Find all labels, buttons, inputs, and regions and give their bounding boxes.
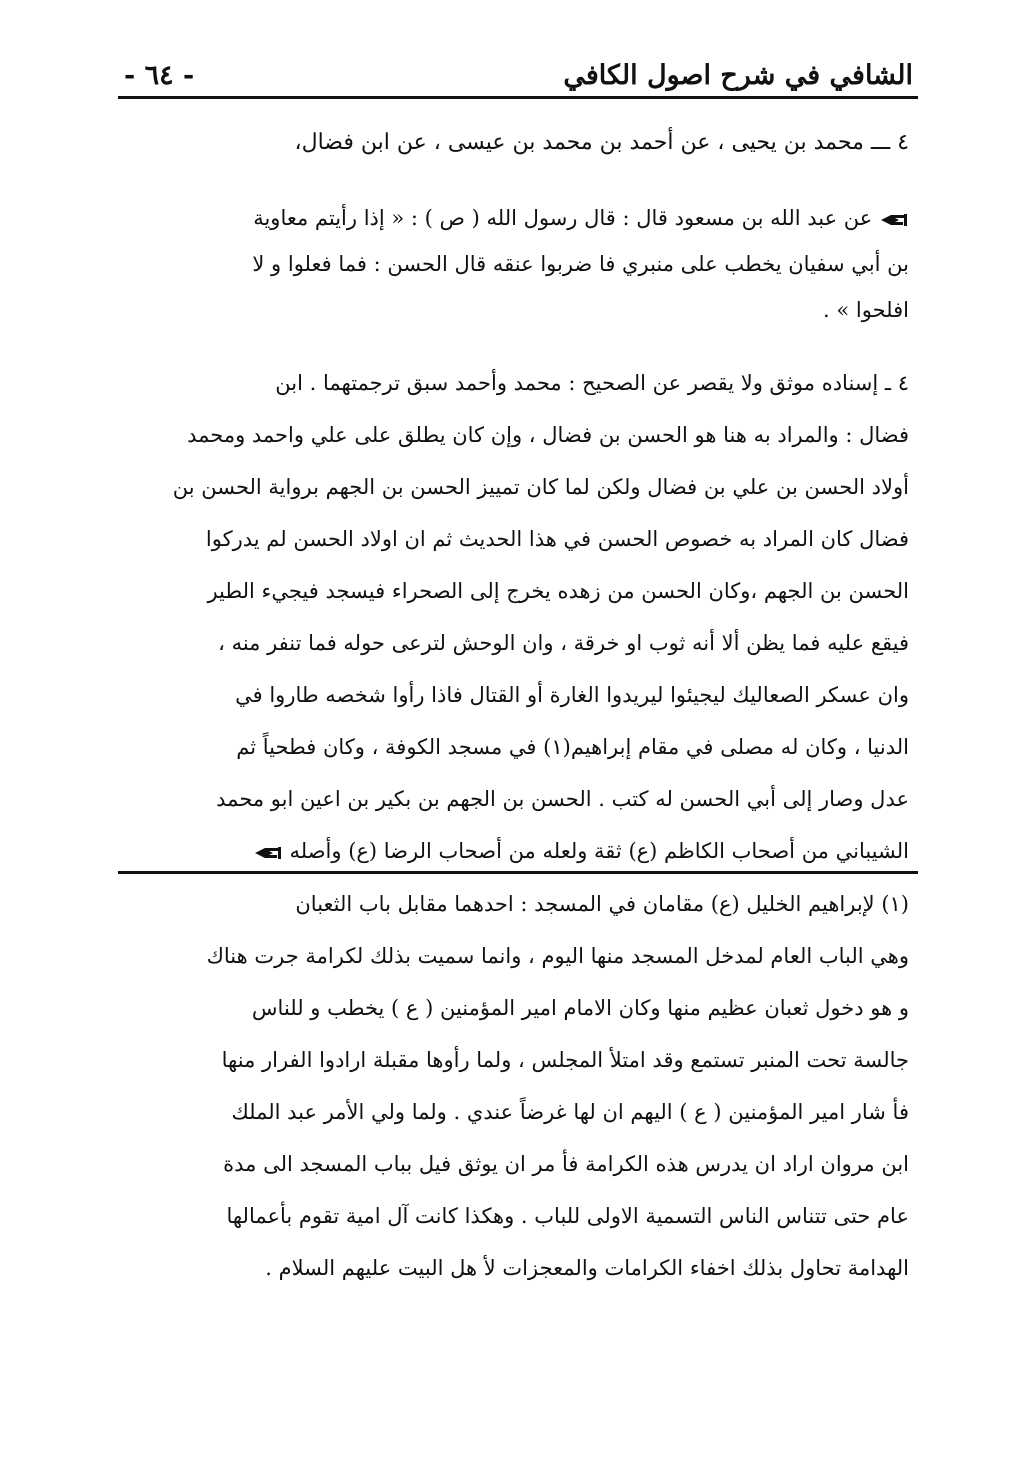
footnote [125, 878, 909, 1294]
hadith-line-text: عن عبد الله بن مسعود قال : قال رسول الله ( ص ) : « إذا رأيتم معاوية [253, 206, 873, 230]
footnote-line: عام حتى تتناس الناس التسمية الاولى للباب . وهكذا كانت آل امية تقوم بأعمالها [226, 1204, 909, 1228]
commentary-line: عدل وصار إلى أبي الحسن له كتب . الحسن بن الجهم بن بكير بن اعين ابو محمد [216, 787, 909, 811]
commentary-line: ٤ ـ إسناده موثق ولا يقصر عن الصحيح : محمد وأحمد سبق ترجمتهما . ابن [275, 371, 909, 395]
page-number: - ٦٤ - [124, 59, 195, 91]
hadith-line [125, 195, 909, 241]
page-header [118, 40, 913, 92]
hadith-line: بن أبي سفيان يخطب على منبري فا ضربوا عنقه قال الحسن : فما فعلوا و لا [252, 252, 909, 276]
footnote-line: ابن مروان اراد ان يدرس هذه الكرامة فأ مر ان يوثق فيل بباب المسجد الى مدة [223, 1152, 909, 1176]
commentary-line [125, 825, 909, 877]
hadith-text [125, 195, 909, 333]
commentary-line: فيقع عليه فما يظن ألا أنه ثوب او خرقة ، وان الوحش لترعى حوله فما تنفر منه ، [218, 631, 909, 655]
commentary-line: فضال : والمراد به هنا هو الحسن بن فضال ، وإن كان يطلق على علي واحمد ومحمد [187, 423, 909, 447]
footnote-line: فأ شار امير المؤمنين ( ع ) اليهم ان لها غرضاً عندي . ولما ولي الأمر عبد الملك [231, 1100, 909, 1124]
hadith-isnad: ٤ ـــ محمد بن يحيى ، عن أحمد بن محمد بن عيسى ، عن ابن فضال، [294, 130, 909, 155]
commentary-line: أولاد الحسن بن علي بن فضال ولكن لما كان تمييز الحسن بن الجهم برواية الحسن بن [172, 475, 909, 499]
hadith-line: افلحوا » . [823, 298, 909, 322]
commentary-line: الدنيا ، وكان له مصلى في مقام إبراهيم(١) في مسجد الكوفة ، وكان فطحياً ثم [236, 735, 909, 759]
footnote-line: (١) لإبراهيم الخليل (ع) مقامان في المسجد : احدهما مقابل باب الثعبان [295, 892, 909, 916]
pointing-hand-icon [879, 211, 909, 229]
header-rule [118, 96, 918, 99]
pointing-hand-icon [253, 844, 283, 862]
footnote-line: و هو دخول ثعبان عظيم منها وكان الامام امير المؤمنين ( ع ) يخطب و للناس [251, 996, 909, 1020]
commentary-line: فضال كان المراد به خصوص الحسن في هذا الحديث ثم ان اولاد الحسن لم يدركوا [205, 527, 909, 551]
footnote-rule [118, 871, 918, 874]
commentary-line-text: الشيباني من أصحاب الكاظم (ع) ثقة ولعله من أصحاب الرضا (ع) وأصله [289, 839, 909, 863]
commentary-line: الحسن بن الجهم ،وكان الحسن من زهده يخرج إلى الصحراء فيسجد فيجيء الطير [207, 579, 909, 603]
footnote-line: وهي الباب العام لمدخل المسجد منها اليوم ، وانما سميت بذلك لكرامة جرت هناك [206, 944, 909, 968]
running-title: الشافي في شرح اصول الكافي [563, 59, 913, 91]
footnote-line: جالسة تحت المنبر تستمع وقد امتلأ المجلس ، ولما رأوها مقبلة ارادوا الفرار منها [221, 1048, 909, 1072]
commentary [125, 357, 909, 877]
commentary-line: وان عسكر الصعاليك ليجيئوا ليريدوا الغارة أو القتال فاذا رأوا شخصه طاروا في [235, 683, 909, 707]
footnote-line: الهدامة تحاول بذلك اخفاء الكرامات والمعجزات لأ هل البيت عليهم السلام . [265, 1256, 909, 1280]
